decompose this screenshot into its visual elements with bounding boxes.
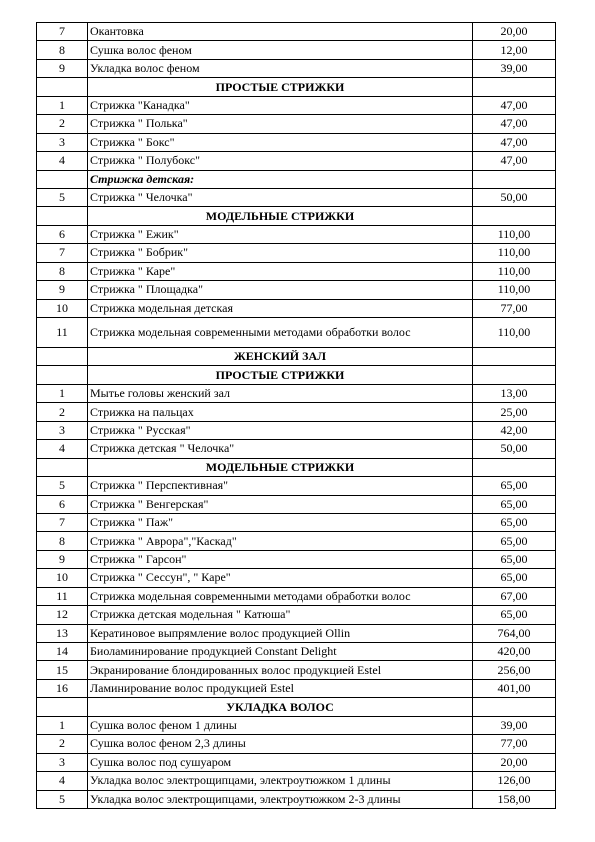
row-number: 8 (37, 262, 88, 280)
section-header-row (37, 348, 556, 366)
row-number: 11 (37, 318, 88, 348)
service-price: 67,00 (473, 587, 556, 605)
service-price: 401,00 (473, 679, 556, 697)
service-name: Укладка волос электрощипцами, электроутюжком 2-3 длины (88, 790, 473, 808)
row-number: 3 (37, 421, 88, 439)
service-price: 47,00 (473, 152, 556, 170)
service-price: 65,00 (473, 569, 556, 587)
row-number-empty (37, 698, 88, 716)
table-row (37, 188, 556, 206)
row-number: 9 (37, 281, 88, 299)
row-number: 8 (37, 532, 88, 550)
price-empty (473, 458, 556, 476)
price-empty (473, 207, 556, 225)
table-row (37, 133, 556, 151)
table-row (37, 790, 556, 808)
service-name: Стрижка модельная современными методами обработки волос (88, 318, 473, 348)
service-price: 47,00 (473, 133, 556, 151)
table-row (37, 96, 556, 114)
row-number: 9 (37, 59, 88, 77)
table-row (37, 440, 556, 458)
service-name: Кератиновое выпрямление волос продукцией Ollin (88, 624, 473, 642)
section-header-row (37, 366, 556, 384)
service-price: 50,00 (473, 440, 556, 458)
price-empty (473, 78, 556, 96)
service-name: Стрижка " Русская" (88, 421, 473, 439)
row-number: 8 (37, 41, 88, 59)
table-row (37, 624, 556, 642)
row-number: 11 (37, 587, 88, 605)
table-row (37, 477, 556, 495)
price-empty (473, 170, 556, 188)
row-number-empty (37, 458, 88, 476)
table-row (37, 225, 556, 243)
table-row (37, 318, 556, 348)
table-row (37, 59, 556, 77)
table-row (37, 403, 556, 421)
service-name: Стрижка " Сессун", " Каре" (88, 569, 473, 587)
row-number: 13 (37, 624, 88, 642)
service-name: Укладка волос феном (88, 59, 473, 77)
service-price: 39,00 (473, 716, 556, 734)
section-title: ПРОСТЫЕ СТРИЖКИ (88, 366, 473, 384)
price-list-table (36, 22, 556, 809)
service-name: Стрижка модельная детская (88, 299, 473, 317)
service-name: Укладка волос электрощипцами, электроутюжком 1 длины (88, 772, 473, 790)
section-header-row (37, 78, 556, 96)
service-name: Сушка волос феном 2,3 длины (88, 735, 473, 753)
service-name: Стрижка " Аврора","Каскад" (88, 532, 473, 550)
row-number-empty (37, 207, 88, 225)
row-number: 2 (37, 403, 88, 421)
service-price: 126,00 (473, 772, 556, 790)
table-row (37, 281, 556, 299)
service-name: Окантовка (88, 23, 473, 41)
service-name: Сушка волос феном 1 длины (88, 716, 473, 734)
section-title: ПРОСТЫЕ СТРИЖКИ (88, 78, 473, 96)
service-name: Сушка волос под сушуаром (88, 753, 473, 771)
table-row (37, 244, 556, 262)
table-row (37, 716, 556, 734)
section-header-row (37, 698, 556, 716)
table-row (37, 384, 556, 402)
row-number: 3 (37, 133, 88, 151)
section-header-row (37, 207, 556, 225)
service-price: 764,00 (473, 624, 556, 642)
service-price: 42,00 (473, 421, 556, 439)
row-number-empty (37, 348, 88, 366)
service-price: 50,00 (473, 188, 556, 206)
row-number: 2 (37, 115, 88, 133)
service-price: 77,00 (473, 735, 556, 753)
service-price: 110,00 (473, 244, 556, 262)
service-name: Мытье головы женский зал (88, 384, 473, 402)
service-name: Сушка волос феном (88, 41, 473, 59)
service-price: 65,00 (473, 495, 556, 513)
table-row (37, 421, 556, 439)
section-title: УКЛАДКА ВОЛОС (88, 698, 473, 716)
table-row (37, 606, 556, 624)
service-price: 110,00 (473, 281, 556, 299)
row-number: 6 (37, 495, 88, 513)
service-name: Стрижка " Перспективная" (88, 477, 473, 495)
service-price: 20,00 (473, 753, 556, 771)
table-row (37, 41, 556, 59)
row-number: 10 (37, 299, 88, 317)
row-number: 5 (37, 477, 88, 495)
row-number: 4 (37, 440, 88, 458)
table-row (37, 753, 556, 771)
service-price: 110,00 (473, 262, 556, 280)
table-row (37, 587, 556, 605)
service-name: Стрижка модельная современными методами обработки волос (88, 587, 473, 605)
service-price: 256,00 (473, 661, 556, 679)
row-number: 2 (37, 735, 88, 753)
service-price: 65,00 (473, 606, 556, 624)
service-price: 77,00 (473, 299, 556, 317)
service-price: 110,00 (473, 318, 556, 348)
row-number-empty (37, 170, 88, 188)
table-row (37, 115, 556, 133)
row-number: 6 (37, 225, 88, 243)
table-row (37, 152, 556, 170)
service-name: Стрижка " Венгерская" (88, 495, 473, 513)
table-row (37, 679, 556, 697)
table-row (37, 513, 556, 531)
table-row (37, 262, 556, 280)
row-number: 4 (37, 772, 88, 790)
table-row (37, 772, 556, 790)
row-number: 4 (37, 152, 88, 170)
row-number: 14 (37, 643, 88, 661)
section-title: МОДЕЛЬНЫЕ СТРИЖКИ (88, 458, 473, 476)
service-price: 158,00 (473, 790, 556, 808)
row-number: 1 (37, 96, 88, 114)
service-price: 20,00 (473, 23, 556, 41)
service-name: Стрижка " Каре" (88, 262, 473, 280)
service-price: 420,00 (473, 643, 556, 661)
row-number: 10 (37, 569, 88, 587)
price-empty (473, 366, 556, 384)
row-number: 16 (37, 679, 88, 697)
section-header-row (37, 458, 556, 476)
row-number: 12 (37, 606, 88, 624)
service-price: 65,00 (473, 532, 556, 550)
table-row (37, 23, 556, 41)
service-name: Стрижка детская модельная " Катюша" (88, 606, 473, 624)
table-row (37, 550, 556, 568)
table-row (37, 643, 556, 661)
row-number: 1 (37, 716, 88, 734)
price-list-body (37, 23, 556, 809)
row-number: 7 (37, 513, 88, 531)
service-name: Стрижка детская " Челочка" (88, 440, 473, 458)
service-price: 65,00 (473, 477, 556, 495)
service-price: 12,00 (473, 41, 556, 59)
service-name: Стрижка "Канадка" (88, 96, 473, 114)
service-price: 47,00 (473, 96, 556, 114)
service-name: Стрижка " Полька" (88, 115, 473, 133)
row-number-empty (37, 366, 88, 384)
row-number-empty (37, 78, 88, 96)
row-number: 7 (37, 23, 88, 41)
service-name: Стрижка " Ежик" (88, 225, 473, 243)
price-empty (473, 348, 556, 366)
row-number: 9 (37, 550, 88, 568)
service-name: Стрижка " Бокс" (88, 133, 473, 151)
service-price: 65,00 (473, 550, 556, 568)
service-name: Стрижка " Паж" (88, 513, 473, 531)
service-price: 110,00 (473, 225, 556, 243)
service-name: Стрижка " Бобрик" (88, 244, 473, 262)
subsection-row (37, 170, 556, 188)
service-name: Экранирование блондированных волос продукцией Estel (88, 661, 473, 679)
price-empty (473, 698, 556, 716)
row-number: 7 (37, 244, 88, 262)
row-number: 5 (37, 188, 88, 206)
service-name: Стрижка " Гарсон" (88, 550, 473, 568)
service-name: Стрижка на пальцах (88, 403, 473, 421)
service-name: Стрижка " Челочка" (88, 188, 473, 206)
table-row (37, 532, 556, 550)
table-row (37, 735, 556, 753)
table-row (37, 299, 556, 317)
service-price: 25,00 (473, 403, 556, 421)
service-price: 65,00 (473, 513, 556, 531)
row-number: 3 (37, 753, 88, 771)
row-number: 5 (37, 790, 88, 808)
service-price: 13,00 (473, 384, 556, 402)
service-name: Стрижка " Полубокс" (88, 152, 473, 170)
row-number: 1 (37, 384, 88, 402)
table-row (37, 495, 556, 513)
service-name: Ламинирование волос продукцией Estel (88, 679, 473, 697)
section-title: ЖЕНСКИЙ ЗАЛ (88, 348, 473, 366)
row-number: 15 (37, 661, 88, 679)
section-title: МОДЕЛЬНЫЕ СТРИЖКИ (88, 207, 473, 225)
subsection-title: Стрижка детская: (88, 170, 473, 188)
table-row (37, 661, 556, 679)
table-row (37, 569, 556, 587)
service-price: 39,00 (473, 59, 556, 77)
service-name: Стрижка " Площадка" (88, 281, 473, 299)
service-price: 47,00 (473, 115, 556, 133)
service-name: Биоламинирование продукцией Constant Delight (88, 643, 473, 661)
